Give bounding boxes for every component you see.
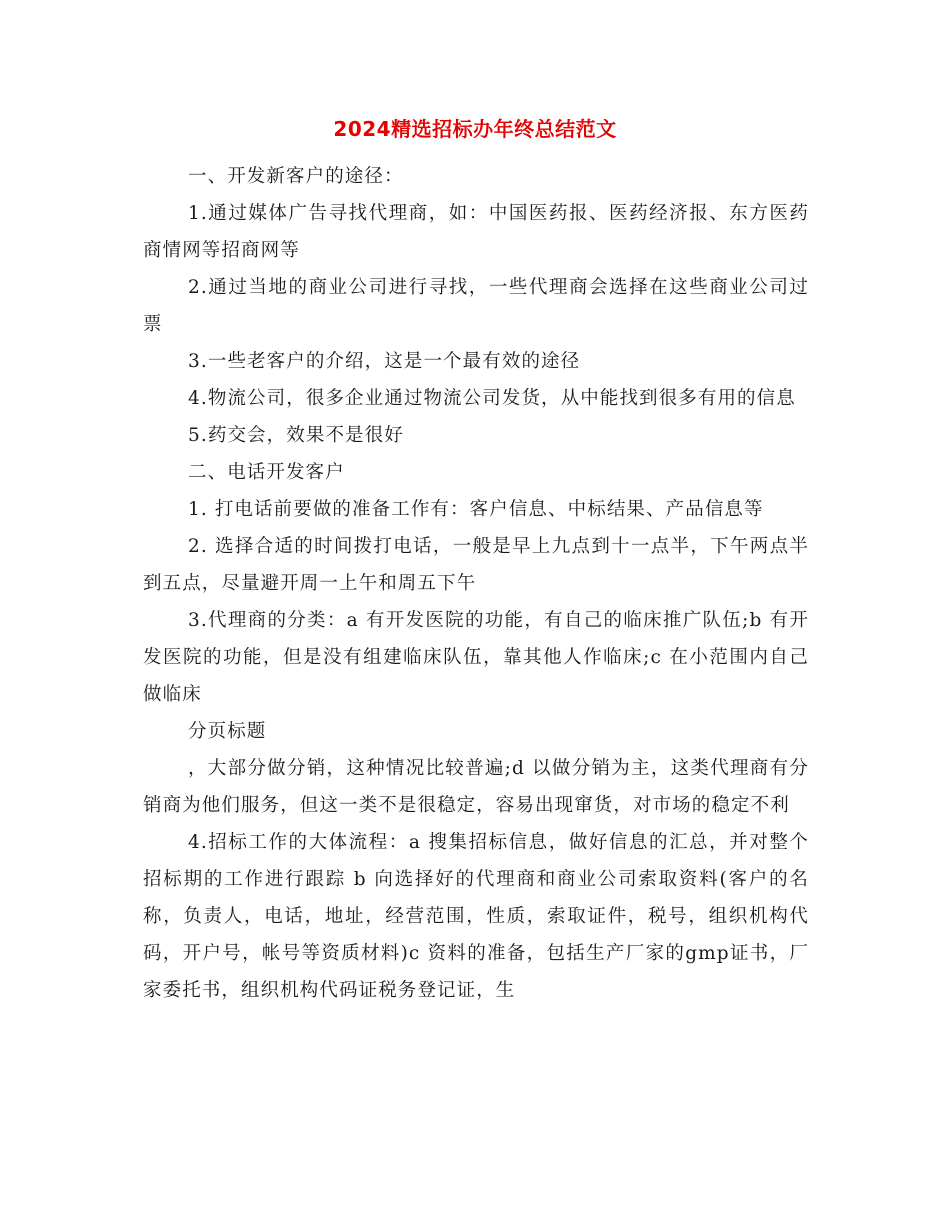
paragraph-item-1: 1.通过媒体广告寻找代理商，如：中国医药报、医药经济报、东方医药商情网等招商网等 bbox=[143, 203, 809, 261]
document-title: 2024精选招标办年终总结范文 bbox=[333, 117, 617, 141]
paragraph-item-5: 5.药交会，效果不是很好 bbox=[188, 425, 404, 446]
page-break-title: 分页标题 bbox=[188, 721, 267, 742]
document-body bbox=[143, 158, 809, 1009]
paragraph-section-1-heading: 一、开发新客户的途径： bbox=[188, 166, 404, 187]
paragraph-item-4: 4.物流公司，很多企业通过物流公司发货，从中能找到很多有用的信息 bbox=[188, 388, 796, 409]
paragraph-phone-item-2: 2. 选择合适的时间拨打电话，一般是早上九点到十一点半，下午两点半到五点，尽量避开周一上午和周五下午 bbox=[143, 536, 809, 594]
paragraph-item-3: 3.一些老客户的介绍，这是一个最有效的途径 bbox=[188, 351, 581, 372]
paragraph-continuation: ，大部分做分销，这种情况比较普遍;d 以做分销为主，这类代理商有分销商为他们服务，但这一类不是很稳定，容易出现窜货，对市场的稳定不利 bbox=[143, 758, 809, 816]
paragraph-phone-item-1: 1. 打电话前要做的准备工作有：客户信息、中标结果、产品信息等 bbox=[188, 499, 764, 520]
paragraph-section-2-heading: 二、电话开发客户 bbox=[188, 462, 345, 483]
paragraph-item-2: 2.通过当地的商业公司进行寻找，一些代理商会选择在这些商业公司过票 bbox=[143, 277, 809, 335]
paragraph-phone-item-3: 3.代理商的分类：a 有开发医院的功能，有自己的临床推广队伍;b 有开发医院的功能，但是没有组建临床队伍，靠其他人作临床;c 在小范围内自己做临床 bbox=[143, 610, 809, 705]
paragraph-phone-item-4: 4.招标工作的大体流程：a 搜集招标信息，做好信息的汇总，并对整个招标期的工作进行跟踪 b 向选择好的代理商和商业公司索取资料(客户的名称，负责人，电话，地址，经营范围，性质，索取证件，税号，组织机构代码，开户号，帐号等资质材料)c 资料的准备，包括生产厂家的gmp证书，厂家委托书，组织机构代码证税务登记证，生 bbox=[143, 832, 809, 1001]
